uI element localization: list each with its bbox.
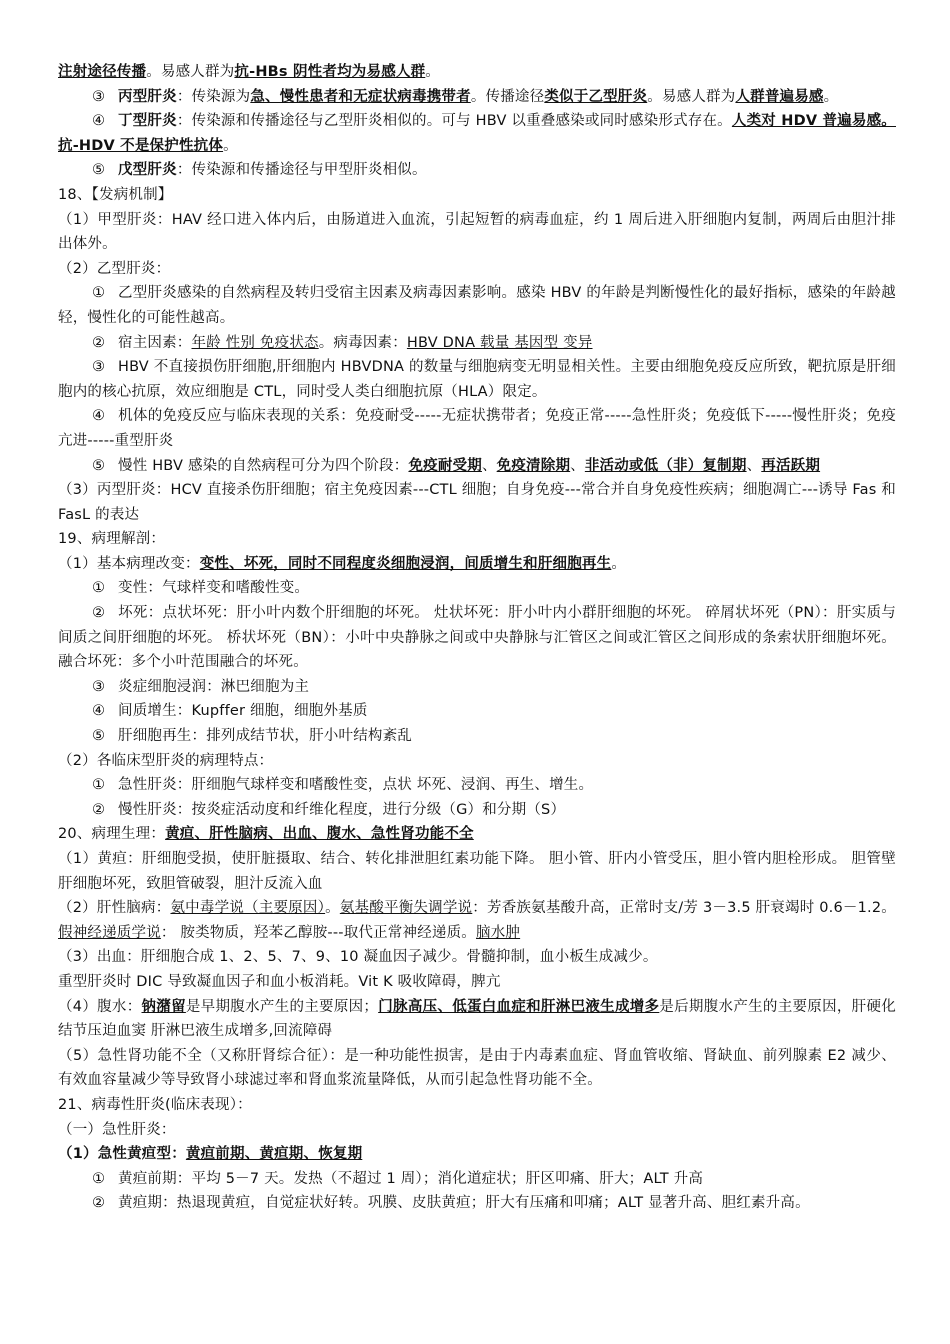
- text-run: 肝细胞再生：排列成结节状，肝小叶结构紊乱: [118, 728, 412, 745]
- text-run: 人类对 HDV 普遍易感。抗-HDV 不是保护性抗体: [58, 113, 896, 154]
- text-run: 黄疸前期：平均 5－7 天。发热（不超过 1 周）；消化道症状；肝区叩痛、肝大；ALT 升高: [118, 1170, 704, 1187]
- text-run: 炎症细胞浸润：淋巴细胞为主: [118, 678, 310, 695]
- paragraph-l25: [58, 847, 896, 896]
- text-run: 。传播途径: [470, 88, 545, 105]
- paragraph-l07: [58, 257, 896, 282]
- paragraph-l29: [58, 995, 896, 1044]
- text-run: 抗-HBs 阴性者均为易感人群: [234, 64, 426, 80]
- paragraph-l10: [58, 355, 896, 404]
- text-run: 再活跃期: [761, 457, 821, 474]
- text-run: （3）出血：肝细胞合成 1、2、5、7、9、10 凝血因子减少。骨髓抑制，血小板生成减少。: [58, 949, 658, 966]
- text-run: 非活动或低（非）复制期: [584, 457, 747, 474]
- text-run: 变性、坏死，同时不同程度炎细胞浸润，间质增生和肝细胞再生: [199, 555, 612, 572]
- list-marker: ①: [92, 580, 106, 597]
- list-marker: ②: [92, 334, 106, 351]
- text-run: （1）急性黄疸型：: [58, 1146, 186, 1163]
- text-run: 类似于乙型肝炎: [544, 88, 648, 105]
- paragraph-l18: [58, 675, 896, 700]
- text-run: 是后期腹水产生的主要原因，肝硬化结节压迫血窦 肝淋巴液生成增多,回流障碍: [58, 998, 896, 1040]
- text-run: 。: [325, 900, 340, 917]
- paragraph-l27: [58, 945, 896, 970]
- paragraph-l24: [58, 822, 896, 847]
- text-run: 急性肝炎：肝细胞气球样变和嗜酸性变，点状 坏死、浸润、再生、增生。: [118, 777, 594, 794]
- list-marker: ①: [92, 285, 106, 302]
- paragraph-l15: [58, 552, 896, 577]
- text-run: 丙型肝炎: [118, 88, 177, 105]
- text-run: ：传染源和传播途径与乙型肝炎相似的。可与 HBV 以重叠感染或同时感染形式存在。: [176, 113, 732, 130]
- text-run: 。病毒因素：: [318, 334, 407, 351]
- paragraph-l30: [58, 1044, 896, 1093]
- text-run: 丁型肝炎: [118, 113, 177, 130]
- text-run: 免疫清除期: [496, 457, 571, 474]
- text-run: 慢性 HBV 感染的自然病程可分为四个阶段：: [118, 457, 409, 474]
- paragraph-l19: [58, 699, 896, 724]
- paragraph-l17: [58, 601, 896, 675]
- text-run: 黄疸前期、黄疸期、恢复期: [185, 1146, 363, 1163]
- text-run: 20、病理生理：: [58, 826, 166, 843]
- text-run: （2）肝性脑病：: [58, 900, 171, 917]
- text-run: （1）黄疸：肝细胞受损，使肝脏摄取、结合、转化排泄胆红素功能下降。 胆小管、肝内小管受压，胆小管内胆栓形成。 胆管壁肝细胞坏死，致胆管破裂，胆汁反流入血: [58, 851, 896, 892]
- list-marker: ①: [92, 777, 106, 794]
- text-run: 、: [570, 457, 585, 474]
- paragraph-l28: [58, 970, 896, 995]
- text-run: 戊型肝炎: [118, 162, 177, 179]
- text-run: 、: [746, 457, 762, 474]
- text-run: 变性：气球样变和嗜酸性变。: [118, 580, 310, 597]
- text-run: 。易感人群为: [146, 64, 235, 80]
- list-marker: ⑤: [92, 728, 106, 745]
- paragraph-l02: [58, 85, 896, 110]
- text-run: 急、慢性患者和无症状病毒携带者: [250, 88, 471, 105]
- text-run: （5）急性肾功能不全（又称肝肾综合征）：是一种功能性损害，是由于内毒素血症、肾血管收缩、肾缺血、前列腺素 E2 减少、有效血容量减少等导致肾小球滤过率和肾血浆流量降低，从而引起急性肾功能不全。: [58, 1047, 896, 1089]
- text-run: 门脉高压、低蛋白血症和肝淋巴液生成增多: [378, 998, 660, 1015]
- text-run: 黄疸期：热退现黄疸，自觉症状好转。巩膜、皮肤黄疸；肝大有压痛和叩痛；ALT 显著升高、胆红素升高。: [118, 1195, 810, 1212]
- list-marker: ③: [92, 359, 106, 376]
- list-marker: ③: [92, 678, 106, 695]
- paragraph-l31: [58, 1093, 896, 1118]
- text-run: 是早期腹水产生的主要原因；: [185, 998, 379, 1015]
- paragraph-l06: [58, 208, 896, 257]
- text-run: HBV 不直接损伤肝细胞,肝细胞内 HBVDNA 的数量与细胞病变无明显相关性。主要由细胞免疫反应所致，靶抗原是肝细胞内的核心抗原，效应细胞是 CTL，同时受人类白细胞抗原（HLA）限定。: [58, 359, 896, 400]
- text-run: 机体的免疫反应与临床表现的关系：免疫耐受-----无症状携带者；免疫正常-----急性肝炎；免疫低下-----慢性肝炎；免疫亢进-----重型肝炎: [58, 408, 896, 449]
- text-run: 钠潴留: [141, 998, 186, 1015]
- text-run: 、: [481, 457, 497, 474]
- text-run: ：传染源和传播途径与甲型肝炎相似。: [176, 162, 427, 179]
- paragraph-l23: [58, 798, 896, 823]
- paragraph-l34: [58, 1167, 896, 1192]
- text-run: ： 胺类物质，羟苯乙醇胺---取代正常神经递质。: [160, 924, 477, 941]
- text-run: 重型肝炎时 DIC 导致凝血因子和血小板消耗。Vit K 吸收障碍，脾亢: [58, 973, 501, 990]
- list-marker: ④: [92, 113, 106, 130]
- paragraph-l26: [58, 896, 896, 945]
- paragraph-l08: [58, 281, 896, 330]
- text-run: 。易感人群为: [647, 88, 736, 105]
- text-run: 人群普遍易感: [735, 88, 824, 105]
- list-marker: ⑤: [92, 457, 106, 474]
- text-run: 。: [611, 555, 627, 572]
- text-run: 慢性肝炎：按炎症活动度和纤维化程度，进行分级（G）和分期（S）: [118, 801, 566, 818]
- text-run: 。: [425, 64, 440, 80]
- paragraph-l03: [58, 109, 896, 158]
- paragraph-l11: [58, 404, 896, 453]
- text-run: 18、【发病机制】: [58, 186, 173, 203]
- text-run: 。: [823, 88, 839, 105]
- text-run: ：芳香族氨基酸升高，正常时支/芳 3－3.5 肝衰竭时 0.6－1.2。: [472, 900, 896, 917]
- paragraph-l16: [58, 576, 896, 601]
- list-marker: ②: [92, 605, 106, 622]
- text-run: （1）基本病理改变：: [58, 555, 200, 572]
- text-run: （2）乙型肝炎：: [58, 260, 171, 277]
- list-marker: ④: [92, 408, 106, 425]
- text-run: HBV DNA 载量 基因型 变异: [406, 334, 593, 351]
- text-run: 间质增生：Kupffer 细胞，细胞外基质: [118, 703, 368, 720]
- list-marker: ②: [92, 801, 106, 818]
- paragraph-l22: [58, 773, 896, 798]
- text-run: （4）腹水：: [58, 998, 142, 1015]
- paragraph-l12: [58, 454, 896, 479]
- text-run: 黄疸、肝性脑病、出血、腹水、急性肾功能不全: [165, 826, 474, 843]
- text-run: （3）丙型肝炎：HCV 直接杀伤肝细胞；宿主免疫因素---CTL 细胞；自身免疫---常合并自身免疫性疾病；细胞凋亡---诱导 Fas 和 FasL 的表达: [58, 482, 896, 523]
- paragraph-l01: [58, 60, 896, 85]
- paragraph-l20: [58, 724, 896, 749]
- paragraph-l13: [58, 478, 896, 527]
- text-run: 宿主因素：: [118, 334, 192, 351]
- text-run: 乙型肝炎感染的自然病程及转归受宿主因素及病毒因素影响。感染 HBV 的年龄是判断慢性化的最好指标，感染的年龄越轻，慢性化的可能性越高。: [58, 285, 896, 326]
- paragraph-l05: [58, 183, 896, 208]
- list-marker: ⑤: [92, 162, 106, 179]
- text-run: ：传染源为: [176, 88, 251, 105]
- paragraph-l21: [58, 749, 896, 774]
- text-run: 假神经递质学说: [58, 924, 161, 941]
- text-run: 19、病理解剖：: [58, 531, 166, 548]
- text-run: 。: [223, 137, 238, 154]
- text-run: 年龄 性别 免疫状态: [191, 334, 319, 351]
- paragraph-l14: [58, 527, 896, 552]
- text-run: （2）各临床型肝炎的病理特点：: [58, 752, 274, 769]
- paragraph-l04: [58, 158, 896, 183]
- text-run: （一）急性肝炎：: [58, 1121, 176, 1138]
- paragraph-l35: [58, 1191, 896, 1216]
- text-run: 注射途径传播: [58, 64, 147, 80]
- text-run: 坏死：点状坏死：肝小叶内数个肝细胞的坏死。 灶状坏死：肝小叶内小群肝细胞的坏死。 碎屑状坏死（PN）：肝实质与间质之间肝细胞的坏死。 桥状坏死（BN）：小叶中央静脉之间或中央静脉与汇管区之间或汇管区之间形成的条索状肝细胞坏死。 融合坏死：多个小叶范围融合的坏死。: [58, 605, 896, 671]
- paragraph-l32: [58, 1118, 896, 1143]
- text-run: 21、病毒性肝炎(临床表现）：: [58, 1096, 252, 1113]
- paragraph-l33: [58, 1142, 896, 1167]
- text-run: 氨基酸平衡失调学说: [339, 900, 473, 917]
- text-run: 氨中毒学说（主要原因）: [170, 900, 326, 917]
- paragraph-l09: [58, 331, 896, 356]
- text-run: 免疫耐受期: [408, 457, 482, 474]
- text-run: 脑水肿: [476, 924, 521, 941]
- list-marker: ④: [92, 703, 106, 720]
- list-marker: ③: [92, 88, 106, 105]
- text-run: （1）甲型肝炎：HAV 经口进入体内后，由肠道进入血流，引起短暂的病毒血症，约 1 周后进入肝细胞内复制，两周后由胆汁排出体外。: [58, 211, 896, 253]
- list-marker: ①: [92, 1170, 106, 1187]
- list-marker: ②: [92, 1195, 106, 1212]
